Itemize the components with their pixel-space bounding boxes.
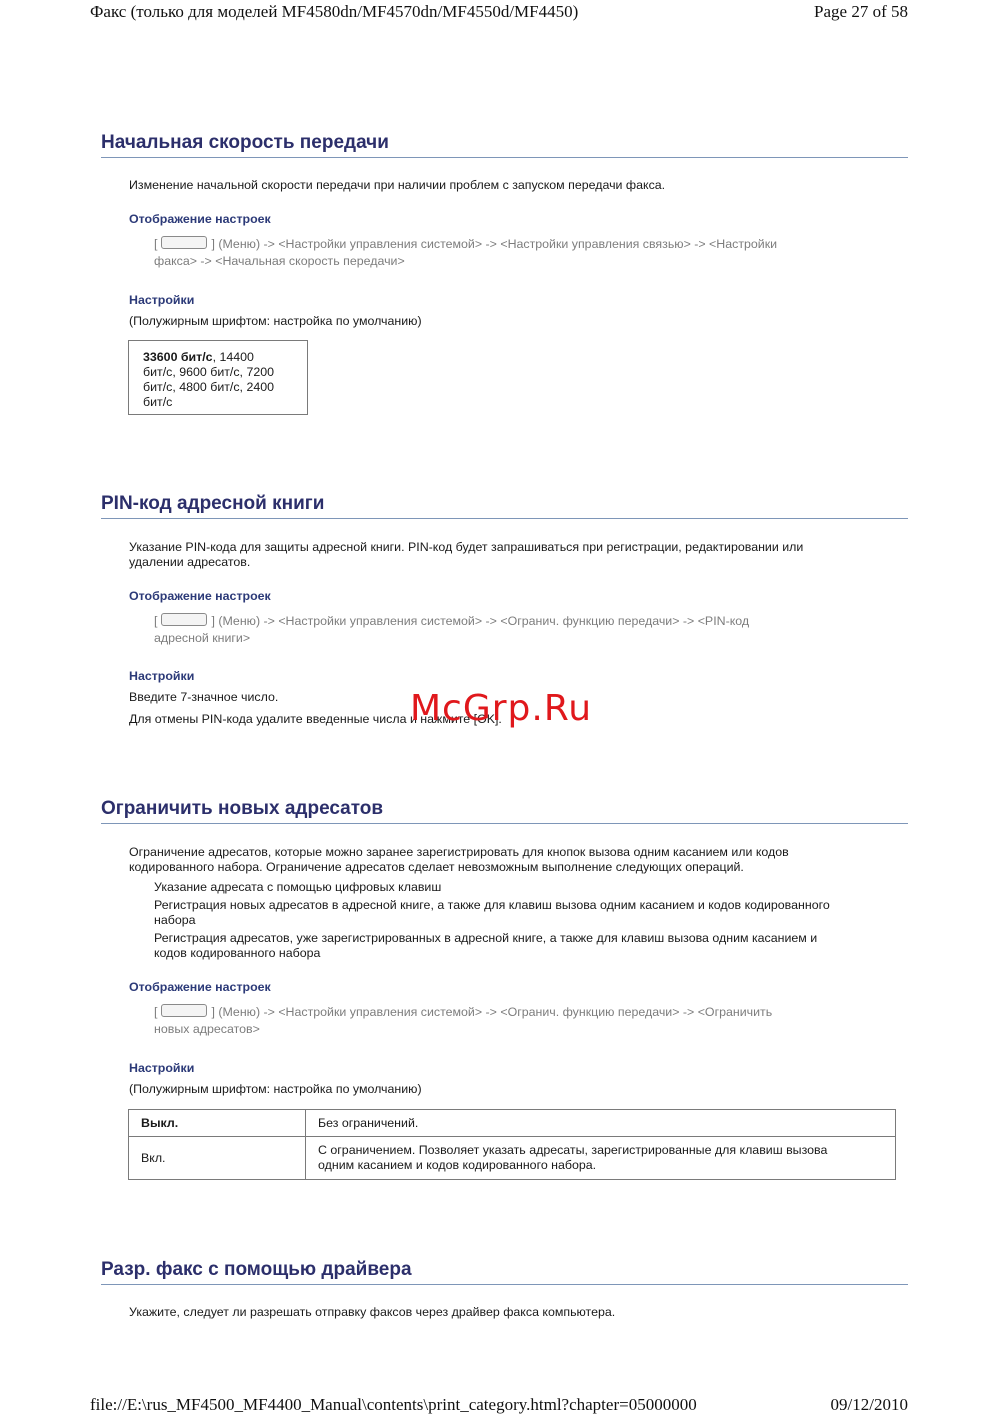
option-description: [306, 1110, 896, 1137]
print-date: 09/12/2010: [830, 1395, 908, 1414]
section-title-allow-driver-fax: Разр. факс с помощью драйвера: [101, 1259, 908, 1285]
option-description-line: С ограничением. Позволяет указать адресаты, зарегистрированные для клавиш вызова: [318, 1143, 828, 1157]
display-settings-heading: Отображение настроек: [129, 212, 271, 226]
watermark: McGrp.Ru: [410, 688, 593, 729]
list-item-text: Регистрация новых адресатов в адресной книге, а также для клавиш вызова одним касанием и кодов кодированного: [154, 898, 830, 912]
speed-line-4: бит/с: [143, 395, 173, 409]
settings-heading: Настройки: [129, 669, 195, 683]
menu-path-line-2: адресной книги>: [154, 631, 251, 645]
table-row: [129, 1137, 896, 1180]
page-number: Page 27 of 58: [814, 2, 908, 21]
speed-line-3: бит/с, 4800 бит/с, 2400: [143, 380, 275, 394]
speed-options-box: [128, 340, 308, 415]
speed-line-2: бит/с, 9600 бит/с, 7200: [143, 365, 275, 379]
list-item: [154, 880, 914, 895]
menu-path-text: ] (Меню) -> <Настройки управления системой> -> <Настройки управления связью> -> <Настройки: [211, 237, 778, 251]
section-description: [129, 845, 789, 875]
option-description-line: одним касанием и кодов кодированного набора.: [318, 1158, 597, 1172]
settings-heading: Настройки: [129, 293, 195, 307]
restricted-operations-list: [154, 880, 914, 961]
file-path: file://E:\rus_MF4500_MF4400_Manual\contents\print_category.html?chapter=05000000: [90, 1395, 697, 1414]
description-line-2: кодированного набора. Ограничение адресатов сделает невозможным выполнение следующих операций.: [129, 860, 744, 874]
section-title-restrict-new-destinations: Ограничить новых адресатов: [101, 798, 908, 824]
list-item-text: набора: [154, 913, 196, 927]
list-item-text: кодов кодированного набора: [154, 946, 321, 960]
description-line-1: Указание PIN-кода для защиты адресной книги. PIN-код будет запрашиваться при регистрации, редактировании или: [129, 540, 804, 554]
speed-line-1: [143, 350, 303, 365]
menu-path: [154, 236, 777, 270]
section-description: Изменение начальной скорости передачи при наличии проблем с запуском передачи факса.: [129, 178, 666, 192]
menu-path-text: ] (Меню) -> <Настройки управления системой> -> <Огранич. функцию передачи> -> <Ограничить: [211, 1005, 773, 1019]
menu-path: [154, 613, 749, 647]
list-item: [154, 931, 914, 961]
display-settings-heading: Отображение настроек: [129, 980, 271, 994]
section-title-initial-speed: Начальная скорость передачи: [101, 132, 908, 158]
section-description: Укажите, следует ли разрешать отправку факсов через драйвер факса компьютера.: [129, 1305, 616, 1319]
description-line-1: Ограничение адресатов, которые можно заранее зарегистрировать для кнопок вызова одним касанием или кодов: [129, 845, 789, 859]
table-row: [129, 1110, 896, 1137]
menu-key-icon: [161, 613, 207, 626]
settings-note: (Полужирным шрифтом: настройка по умолчанию): [129, 1082, 422, 1096]
description-line-2: удалении адресатов.: [129, 555, 251, 569]
menu-path-line-1: [ ] (Меню) -> <Настройки управления системой> -> <Настройки управления связью> -> <Настройки: [154, 237, 778, 251]
speed-option: , 14400: [212, 350, 254, 364]
default-option-name: Выкл.: [141, 1115, 179, 1130]
pin-instruction: Введите 7-значное число.: [129, 690, 279, 704]
menu-path-line-2: новых адресатов>: [154, 1022, 260, 1036]
option-name: [129, 1110, 306, 1137]
menu-key-icon: [161, 236, 207, 249]
settings-heading: Настройки: [129, 1061, 195, 1075]
document-title: Факс (только для моделей MF4580dn/MF4570dn/MF4550d/MF4450): [90, 2, 579, 21]
section-description: [129, 540, 803, 570]
menu-path-text: ] (Меню) -> <Настройки управления системой> -> <Огранич. функцию передачи> -> <PIN-код: [211, 614, 750, 628]
list-item-text: Регистрация адресатов, уже зарегистрированных в адресной книге, а также для клавиш вызова одним касанием и: [154, 931, 818, 945]
settings-note: (Полужирным шрифтом: настройка по умолчанию): [129, 314, 422, 328]
option-description: [306, 1137, 896, 1180]
display-settings-heading: Отображение настроек: [129, 589, 271, 603]
options-table: [128, 1109, 896, 1180]
option-description-line: Без ограничений.: [318, 1115, 419, 1130]
pin-cancel-instruction: Для отмены PIN-кода удалите введенные числа и нажмите [OK].: [129, 712, 502, 726]
menu-path-line-1: [ ] (Меню) -> <Настройки управления системой> -> <Огранич. функцию передачи> -> <PIN-код: [154, 614, 750, 628]
section-title-address-book-pin: PIN-код адресной книги: [101, 493, 908, 519]
list-item-text: Указание адресата с помощью цифровых клавиш: [154, 880, 442, 894]
menu-path-line-2: факса> -> <Начальная скорость передачи>: [154, 254, 405, 268]
default-speed: 33600 бит/с: [143, 350, 213, 364]
list-item: [154, 898, 914, 928]
menu-path-line-1: [ ] (Меню) -> <Настройки управления системой> -> <Огранич. функцию передачи> -> <Ограничить: [154, 1005, 773, 1019]
menu-path: [154, 1004, 772, 1038]
speed-options-text: [143, 350, 303, 410]
menu-key-icon: [161, 1004, 207, 1017]
option-name: Вкл.: [129, 1137, 306, 1180]
